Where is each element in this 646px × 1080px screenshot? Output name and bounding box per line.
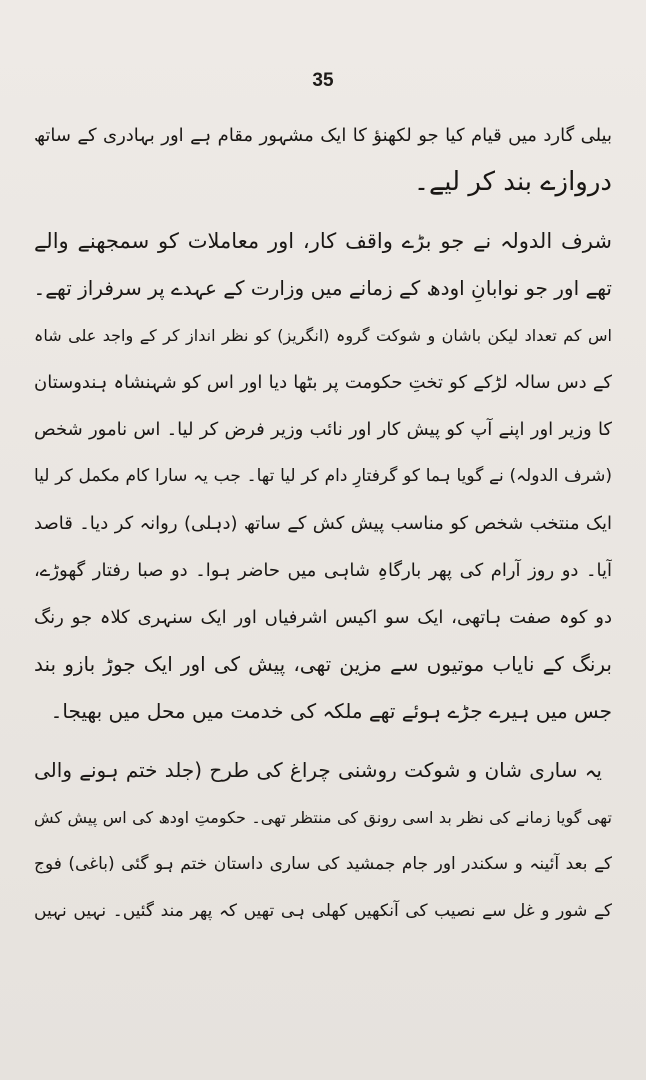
text-line: (شرف الدولہ) نے گویا ہما کو گرفتارِ دام کر لیا تھا۔ جب یہ سارا کام مکمل کر لیا xyxy=(34,466,612,486)
text-line: تھی گویا زمانے کی نظر بد اسی رونق کی منتظر تھی۔ حکومتِ اودھ کی اس پیش کش xyxy=(34,808,612,827)
text-line: شرف الدولہ نے جو بڑے واقف کار، اور معاملات کو سمجھنے والے xyxy=(34,229,612,253)
text-line: کے بعد آئینہ و سکندر اور جام جمشید کی ساری داستان ختم ہو گئی (باغی) فوج xyxy=(34,854,612,874)
text-line: یہ ساری شان و شوکت روشنی چراغ کی طرح (جلد ختم ہونے والی xyxy=(34,758,602,782)
text-line: آیا۔ دو روز آرام کی پھر بارگاہِ شاہی میں حاضر ہوا۔ دو صبا رفتار گھوڑے، xyxy=(34,560,612,581)
text-line: کے شور و غل سے نصیب کی آنکھیں کھلی ہی تھیں کہ پھر مند گئیں۔ نہیں نہیں xyxy=(34,901,612,921)
urdu-text-body xyxy=(34,112,612,935)
text-line: کے دس سالہ لڑکے کو تختِ حکومت پر بٹھا دیا اور اس کو شہنشاہ ہندوستان xyxy=(34,372,612,393)
text-line: دروازے بند کر لیے۔ xyxy=(413,167,612,197)
text-line: تھے اور جو نوابانِ اودھ کے زمانے میں وزارت کے عہدے پر سرفراز تھے۔ xyxy=(34,276,612,300)
page-number: 35 xyxy=(312,70,334,91)
text-line: دو کوہ صفت ہاتھی، ایک سو اکیس اشرفیاں اور ایک سنہری کلاہ جو رنگ xyxy=(34,607,612,628)
text-line: ایک منتخب شخص کو مناسب پیش کش کے ساتھ (دہلی) روانہ کر دیا۔ قاصد xyxy=(34,513,612,534)
text-line: جس میں ہیرے جڑے ہوئے تھے ملکہ کی خدمت میں محل میں بھیجا۔ xyxy=(50,699,612,723)
text-line: برنگ کے نایاب موتیوں سے مزین تھی، پیش کی اور ایک جوڑ بازو بند xyxy=(34,652,612,676)
text-line: کا وزیر اور اپنے آپ کو پیش کار اور نائب وزیر فرض کر لیا۔ اس نامور شخص xyxy=(34,419,612,440)
text-line: اس کم تعداد لیکن باشان و شوکت گروہ (انگریز) کو نظر انداز کر کے واجد علی شاہ xyxy=(34,326,612,345)
text-line: بیلی گارد میں قیام کیا جو لکھنؤ کا ایک مشہور مقام ہے اور بہادری کے ساتھ xyxy=(34,125,612,146)
